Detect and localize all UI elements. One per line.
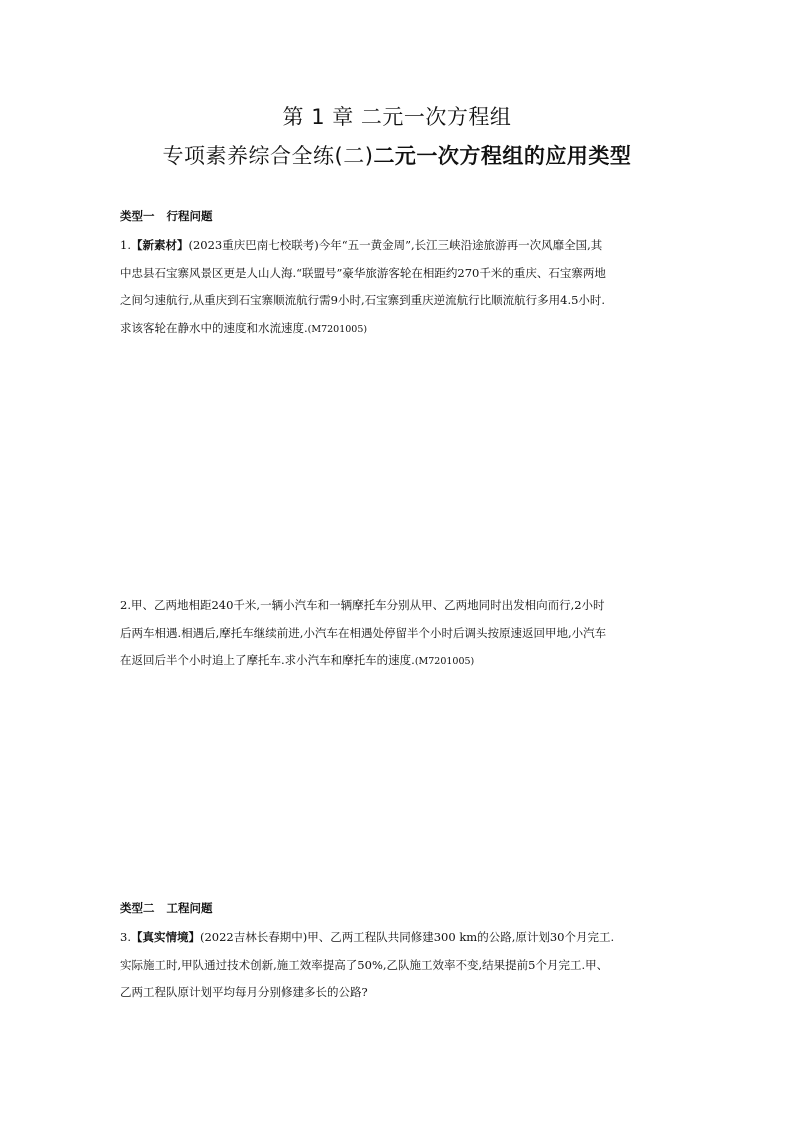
problem-1: [120, 232, 680, 343]
section-title-prefix: 专项素养综合全练(二): [162, 144, 374, 168]
problem-tag: 【真实情境】: [130, 930, 200, 944]
section-title-topic: 二元一次方程组的应用类型: [373, 144, 632, 168]
problem-text: (2022吉林长春期中)甲、乙两工程队共同修建300 km的公路,原计划30个月完工.: [199, 930, 615, 944]
problem-text: 在返回后半个小时追上了摩托车.求小汽车和摩托车的速度.: [120, 653, 415, 667]
problem-text: 求该客轮在静水中的速度和水流速度.: [120, 320, 308, 335]
problem-1-line-2: 中忠县石宝寨风景区更是人山人海.“联盟号”豪华旅游客轮在相距约270千米的重庆、石宝寨两地: [120, 265, 606, 280]
problem-3-line-1: [120, 924, 680, 952]
problem-text: 甲、乙两地相距240千米,一辆小汽车和一辆摩托车分别从甲、乙两地同时出发相向而行,2小时: [130, 598, 605, 612]
problem-1-line-3: 之间匀速航行,从重庆到石宝寨顺流航行需9小时,石宝寨到重庆逆流航行比顺流航行多用4.5小时.: [120, 293, 606, 307]
problem-1-line-1: [120, 232, 680, 260]
section-heading-label: 类型二: [120, 901, 155, 915]
section-heading-type-2: [120, 900, 213, 916]
problem-2-line-1: [120, 592, 680, 620]
problem-3-line-3: 乙两工程队原计划平均每月分别修建多长的公路?: [120, 985, 368, 999]
problem-tag: 【新素材】: [130, 238, 189, 252]
chapter-title: 第 1 章 二元一次方程组: [282, 105, 512, 129]
section-title: [0, 140, 794, 170]
problem-number: 1.: [120, 238, 131, 252]
problem-text: (2023重庆巴南七校联考)今年“五一黄金周”,长江三峡沿途旅游再一次风靡全国,其: [188, 238, 603, 252]
problem-2-line-2: 后两车相遇.相遇后,摩托车继续前进,小汽车在相遇处停留半个小时后调头按原速返回甲地,小汽车: [120, 625, 607, 640]
problem-1-line-4: [120, 315, 680, 344]
section-heading-label: 类型一: [120, 209, 155, 223]
problem-code: (M7201005): [414, 656, 475, 667]
problem-number: 2.: [120, 598, 131, 612]
problem-3-line-2: 实际施工时,甲队通过技术创新,施工效率提高了50%,乙队施工效率不变,结果提前5个月完工.甲、: [120, 957, 609, 972]
problem-number: 3.: [120, 930, 131, 944]
problem-2-line-3: [120, 647, 680, 676]
problem-3: [120, 924, 680, 1007]
problem-2: [120, 592, 680, 676]
problem-code: (M7201005): [307, 323, 368, 335]
section-heading-type-1: [120, 208, 213, 224]
section-heading-topic: 行程问题: [166, 209, 213, 223]
section-heading-topic: 工程问题: [166, 901, 213, 915]
